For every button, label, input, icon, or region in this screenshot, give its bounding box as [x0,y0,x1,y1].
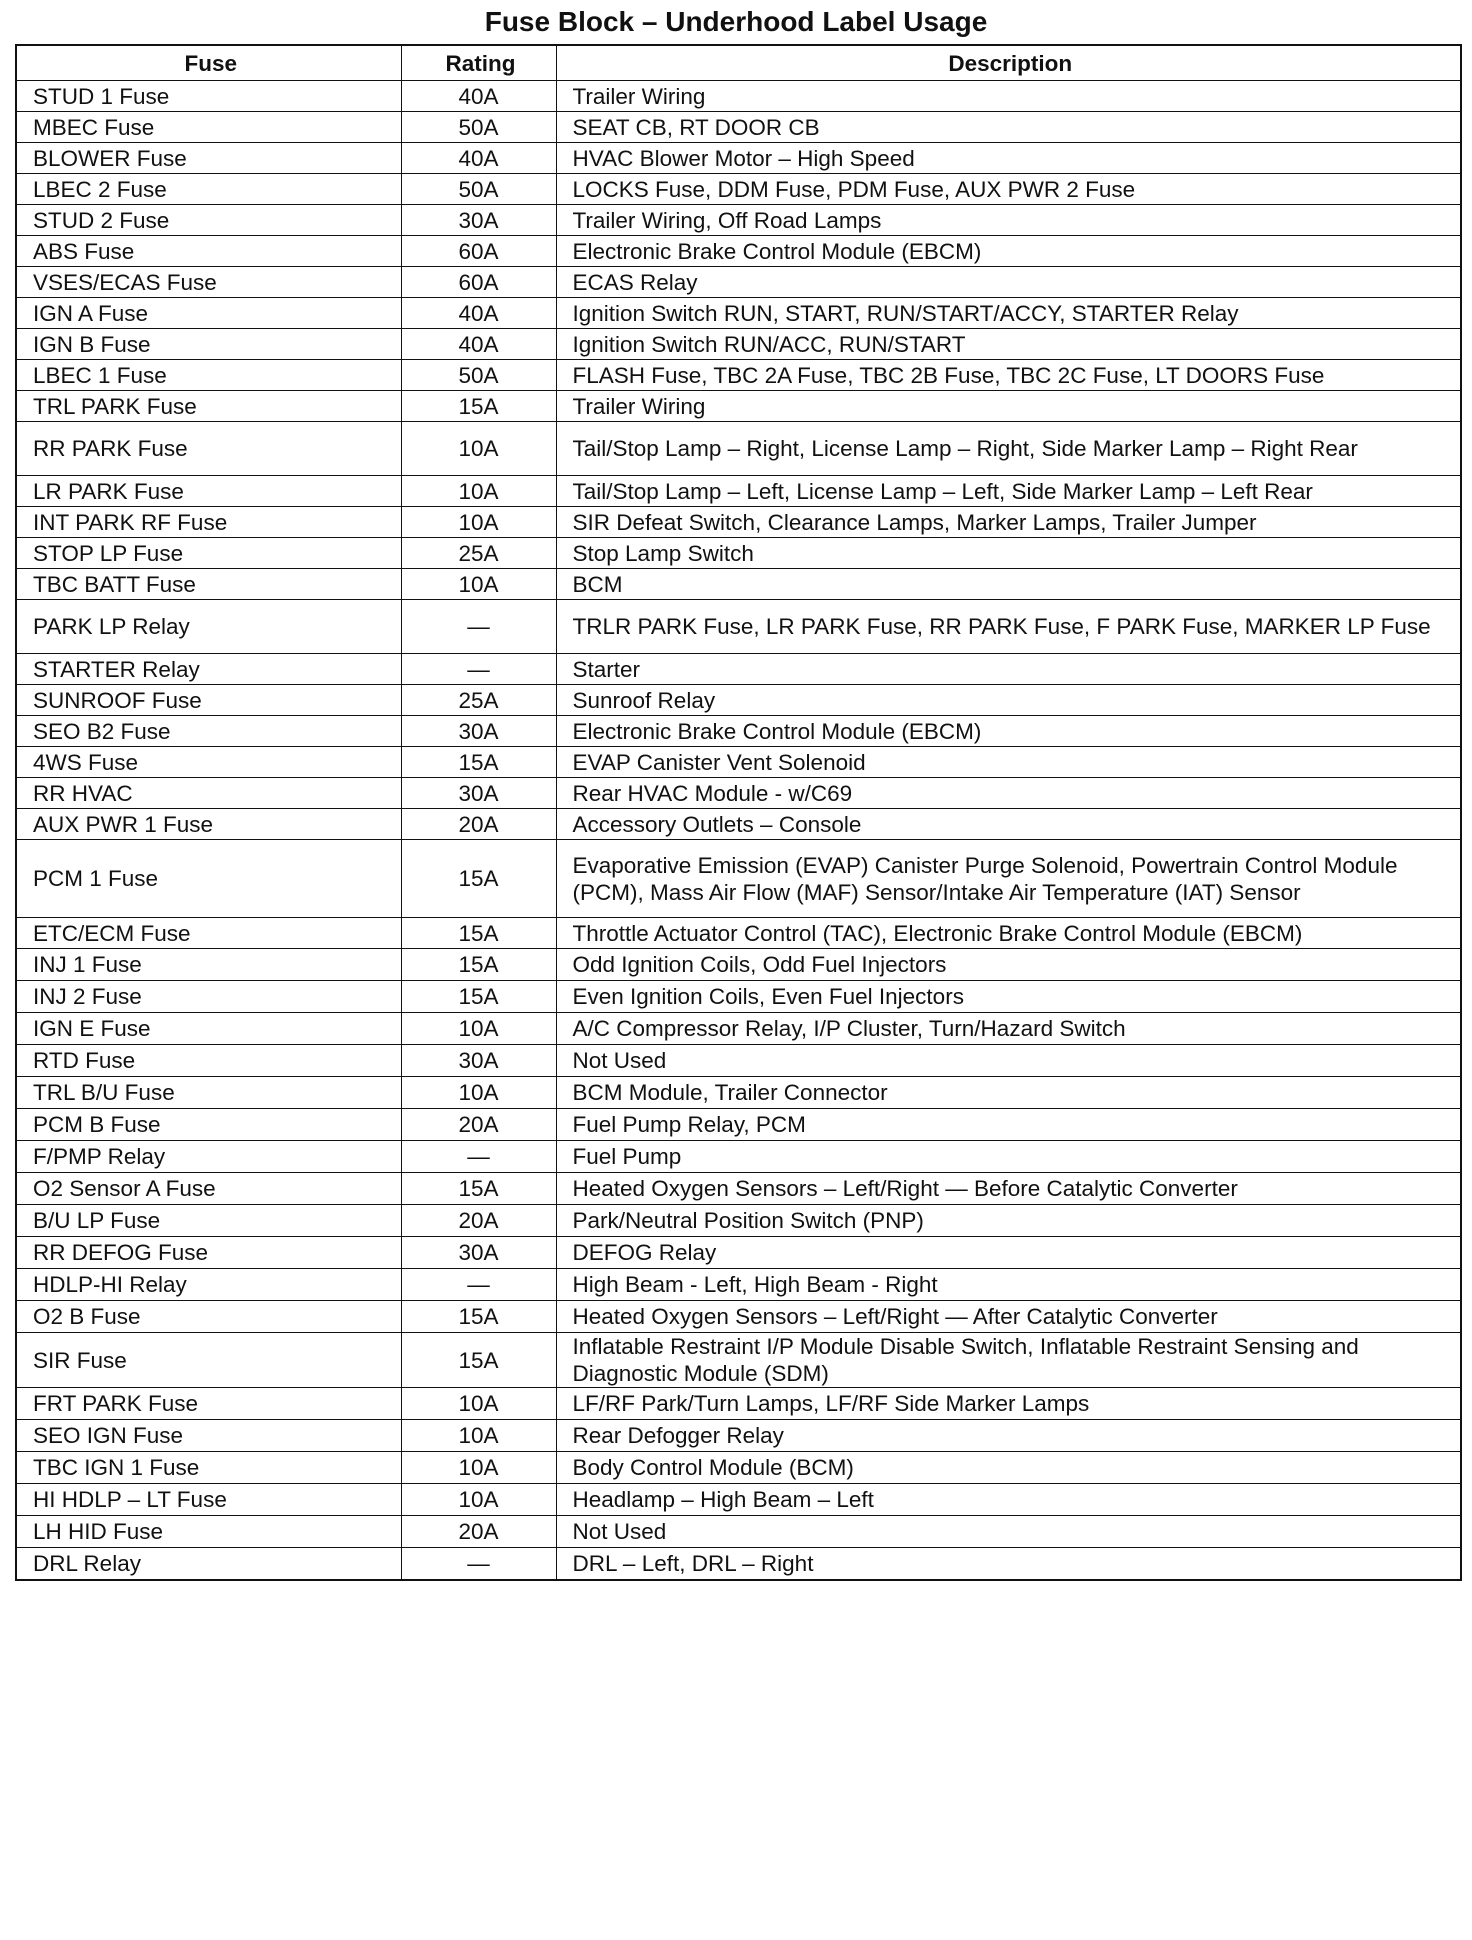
description-cell: BCM Module, Trailer Connector [556,1077,1461,1109]
rating-cell: 25A [401,685,556,716]
rating-cell: 10A [401,1388,556,1420]
rating-cell: 30A [401,716,556,747]
rating-cell: 20A [401,809,556,840]
table-row [16,298,1461,329]
rating-cell: 40A [401,298,556,329]
fuse-cell: STUD 1 Fuse [16,81,401,112]
table-row [16,174,1461,205]
table-row [16,1548,1461,1580]
description-cell: Inflatable Restraint I/P Module Disable Switch, Inflatable Restraint Sensing and Diagnostic Module (SDM) [556,1333,1461,1388]
rating-cell: 30A [401,205,556,236]
fuse-cell: TRL PARK Fuse [16,391,401,422]
table-row [16,1388,1461,1420]
description-cell: Trailer Wiring [556,81,1461,112]
description-cell: Electronic Brake Control Module (EBCM) [556,236,1461,267]
table-row [16,809,1461,840]
rating-cell: 15A [401,981,556,1013]
rating-cell: 15A [401,918,556,949]
rating-cell: 40A [401,143,556,174]
rating-cell: 30A [401,1045,556,1077]
rating-cell: — [401,600,556,654]
fuse-cell: STOP LP Fuse [16,538,401,569]
description-cell: Fuel Pump [556,1141,1461,1173]
description-cell: LF/RF Park/Turn Lamps, LF/RF Side Marker Lamps [556,1388,1461,1420]
description-cell: ECAS Relay [556,267,1461,298]
fuse-cell: LBEC 1 Fuse [16,360,401,391]
rating-cell: 15A [401,1173,556,1205]
rating-cell: — [401,1141,556,1173]
fuse-cell: AUX PWR 1 Fuse [16,809,401,840]
table-row [16,1269,1461,1301]
table-row [16,949,1461,981]
fuse-cell: TBC IGN 1 Fuse [16,1452,401,1484]
fuse-cell: PCM 1 Fuse [16,840,401,918]
table-row [16,205,1461,236]
fuse-cell: SUNROOF Fuse [16,685,401,716]
table-row [16,716,1461,747]
table-row [16,1452,1461,1484]
description-cell: A/C Compressor Relay, I/P Cluster, Turn/Hazard Switch [556,1013,1461,1045]
table-row [16,1141,1461,1173]
table-row [16,981,1461,1013]
fuse-cell: INJ 2 Fuse [16,981,401,1013]
table-row [16,391,1461,422]
table-row [16,840,1461,918]
fuse-cell: VSES/ECAS Fuse [16,267,401,298]
rating-cell: 10A [401,507,556,538]
table-header-row [16,45,1461,81]
rating-cell: 50A [401,112,556,143]
fuse-cell: O2 B Fuse [16,1301,401,1333]
fuse-cell: LH HID Fuse [16,1516,401,1548]
table-row [16,267,1461,298]
fuse-cell: IGN B Fuse [16,329,401,360]
table-row [16,685,1461,716]
description-cell: Stop Lamp Switch [556,538,1461,569]
rating-cell: 15A [401,391,556,422]
description-cell: Accessory Outlets – Console [556,809,1461,840]
rating-cell: 10A [401,1452,556,1484]
fuse-cell: HDLP-HI Relay [16,1269,401,1301]
fuse-cell: INT PARK RF Fuse [16,507,401,538]
table-row [16,329,1461,360]
description-cell: BCM [556,569,1461,600]
fuse-cell: IGN A Fuse [16,298,401,329]
table-row [16,1516,1461,1548]
fuse-cell: ABS Fuse [16,236,401,267]
rating-cell: 10A [401,476,556,507]
rating-cell: 10A [401,1420,556,1452]
fuse-cell: PARK LP Relay [16,600,401,654]
table-row [16,81,1461,112]
fuse-cell: B/U LP Fuse [16,1205,401,1237]
description-cell: Trailer Wiring, Off Road Lamps [556,205,1461,236]
table-row [16,1045,1461,1077]
description-cell: DRL – Left, DRL – Right [556,1548,1461,1580]
table-row [16,143,1461,174]
table-row [16,569,1461,600]
rating-cell: — [401,1269,556,1301]
table-row [16,476,1461,507]
fuse-cell: FRT PARK Fuse [16,1388,401,1420]
table-row [16,1109,1461,1141]
rating-cell: 30A [401,1237,556,1269]
description-cell: HVAC Blower Motor – High Speed [556,143,1461,174]
fuse-cell: 4WS Fuse [16,747,401,778]
description-cell: Tail/Stop Lamp – Right, License Lamp – Right, Side Marker Lamp – Right Rear [556,422,1461,476]
description-cell: Body Control Module (BCM) [556,1452,1461,1484]
fuse-cell: SIR Fuse [16,1333,401,1388]
rating-cell: 15A [401,840,556,918]
table-row [16,1237,1461,1269]
column-header-rating: Rating [401,45,556,81]
description-cell: SIR Defeat Switch, Clearance Lamps, Marker Lamps, Trailer Jumper [556,507,1461,538]
description-cell: Ignition Switch RUN, START, RUN/START/ACCY, STARTER Relay [556,298,1461,329]
rating-cell: 20A [401,1205,556,1237]
fuse-cell: RR HVAC [16,778,401,809]
table-row [16,112,1461,143]
fuse-cell: LBEC 2 Fuse [16,174,401,205]
description-cell: Even Ignition Coils, Even Fuel Injectors [556,981,1461,1013]
rating-cell: 50A [401,360,556,391]
description-cell: EVAP Canister Vent Solenoid [556,747,1461,778]
fuse-cell: STUD 2 Fuse [16,205,401,236]
table-row [16,538,1461,569]
fuse-cell: BLOWER Fuse [16,143,401,174]
table-row [16,778,1461,809]
description-cell: Ignition Switch RUN/ACC, RUN/START [556,329,1461,360]
table-body [16,81,1461,1580]
description-cell: Sunroof Relay [556,685,1461,716]
description-cell: Park/Neutral Position Switch (PNP) [556,1205,1461,1237]
rating-cell: 10A [401,1077,556,1109]
fuse-cell: STARTER Relay [16,654,401,685]
fuse-cell: RR DEFOG Fuse [16,1237,401,1269]
description-cell: Rear Defogger Relay [556,1420,1461,1452]
table-row [16,422,1461,476]
description-cell: Throttle Actuator Control (TAC), Electronic Brake Control Module (EBCM) [556,918,1461,949]
rating-cell: 10A [401,1013,556,1045]
description-cell: Heated Oxygen Sensors – Left/Right — After Catalytic Converter [556,1301,1461,1333]
fuse-cell: SEO B2 Fuse [16,716,401,747]
description-cell: Rear HVAC Module - w/C69 [556,778,1461,809]
description-cell: Not Used [556,1045,1461,1077]
rating-cell: 10A [401,422,556,476]
rating-cell: 15A [401,747,556,778]
table-row [16,360,1461,391]
description-cell: Heated Oxygen Sensors – Left/Right — Before Catalytic Converter [556,1173,1461,1205]
fuse-cell: RTD Fuse [16,1045,401,1077]
rating-cell: 15A [401,949,556,981]
rating-cell: 30A [401,778,556,809]
column-header-fuse: Fuse [16,45,401,81]
fuse-cell: INJ 1 Fuse [16,949,401,981]
fuse-cell: TRL B/U Fuse [16,1077,401,1109]
table-row [16,1013,1461,1045]
description-cell: TRLR PARK Fuse, LR PARK Fuse, RR PARK Fuse, F PARK Fuse, MARKER LP Fuse [556,600,1461,654]
fuse-cell: MBEC Fuse [16,112,401,143]
rating-cell: — [401,654,556,685]
description-cell: Evaporative Emission (EVAP) Canister Purge Solenoid, Powertrain Control Module (PCM), Mass Air Flow (MAF) Sensor/Intake Air Temperature (IAT) Sensor [556,840,1461,918]
table-row [16,918,1461,949]
table-row [16,1484,1461,1516]
description-cell: Headlamp – High Beam – Left [556,1484,1461,1516]
table-row [16,1301,1461,1333]
fuse-cell: F/PMP Relay [16,1141,401,1173]
rating-cell: 10A [401,569,556,600]
fuse-cell: RR PARK Fuse [16,422,401,476]
description-cell: Not Used [556,1516,1461,1548]
fuse-usage-table [15,44,1462,1581]
rating-cell: 15A [401,1301,556,1333]
description-cell: LOCKS Fuse, DDM Fuse, PDM Fuse, AUX PWR 2 Fuse [556,174,1461,205]
page-title: Fuse Block – Underhood Label Usage [484,6,988,37]
rating-cell: 40A [401,81,556,112]
rating-cell: 40A [401,329,556,360]
description-cell: High Beam - Left, High Beam - Right [556,1269,1461,1301]
table-row [16,507,1461,538]
table-row [16,1420,1461,1452]
table-row [16,654,1461,685]
table-row [16,600,1461,654]
fuse-cell: LR PARK Fuse [16,476,401,507]
rating-cell: 20A [401,1109,556,1141]
fuse-cell: O2 Sensor A Fuse [16,1173,401,1205]
fuse-cell: IGN E Fuse [16,1013,401,1045]
rating-cell: 15A [401,1333,556,1388]
rating-cell: — [401,1548,556,1580]
fuse-cell: DRL Relay [16,1548,401,1580]
table-row [16,1205,1461,1237]
rating-cell: 25A [401,538,556,569]
description-cell: DEFOG Relay [556,1237,1461,1269]
table-row [16,1077,1461,1109]
description-cell: Odd Ignition Coils, Odd Fuel Injectors [556,949,1461,981]
description-cell: Fuel Pump Relay, PCM [556,1109,1461,1141]
description-cell: Trailer Wiring [556,391,1461,422]
table-row [16,747,1461,778]
table-row [16,1173,1461,1205]
description-cell: Starter [556,654,1461,685]
description-cell: SEAT CB, RT DOOR CB [556,112,1461,143]
fuse-cell: PCM B Fuse [16,1109,401,1141]
description-cell: Electronic Brake Control Module (EBCM) [556,716,1461,747]
column-header-description: Description [556,45,1461,81]
rating-cell: 60A [401,267,556,298]
rating-cell: 20A [401,1516,556,1548]
table-row [16,1333,1461,1388]
table-row [16,236,1461,267]
fuse-cell: SEO IGN Fuse [16,1420,401,1452]
rating-cell: 10A [401,1484,556,1516]
rating-cell: 60A [401,236,556,267]
fuse-cell: ETC/ECM Fuse [16,918,401,949]
fuse-cell: TBC BATT Fuse [16,569,401,600]
description-cell: Tail/Stop Lamp – Left, License Lamp – Left, Side Marker Lamp – Left Rear [556,476,1461,507]
description-cell: FLASH Fuse, TBC 2A Fuse, TBC 2B Fuse, TBC 2C Fuse, LT DOORS Fuse [556,360,1461,391]
rating-cell: 50A [401,174,556,205]
fuse-cell: HI HDLP – LT Fuse [16,1484,401,1516]
